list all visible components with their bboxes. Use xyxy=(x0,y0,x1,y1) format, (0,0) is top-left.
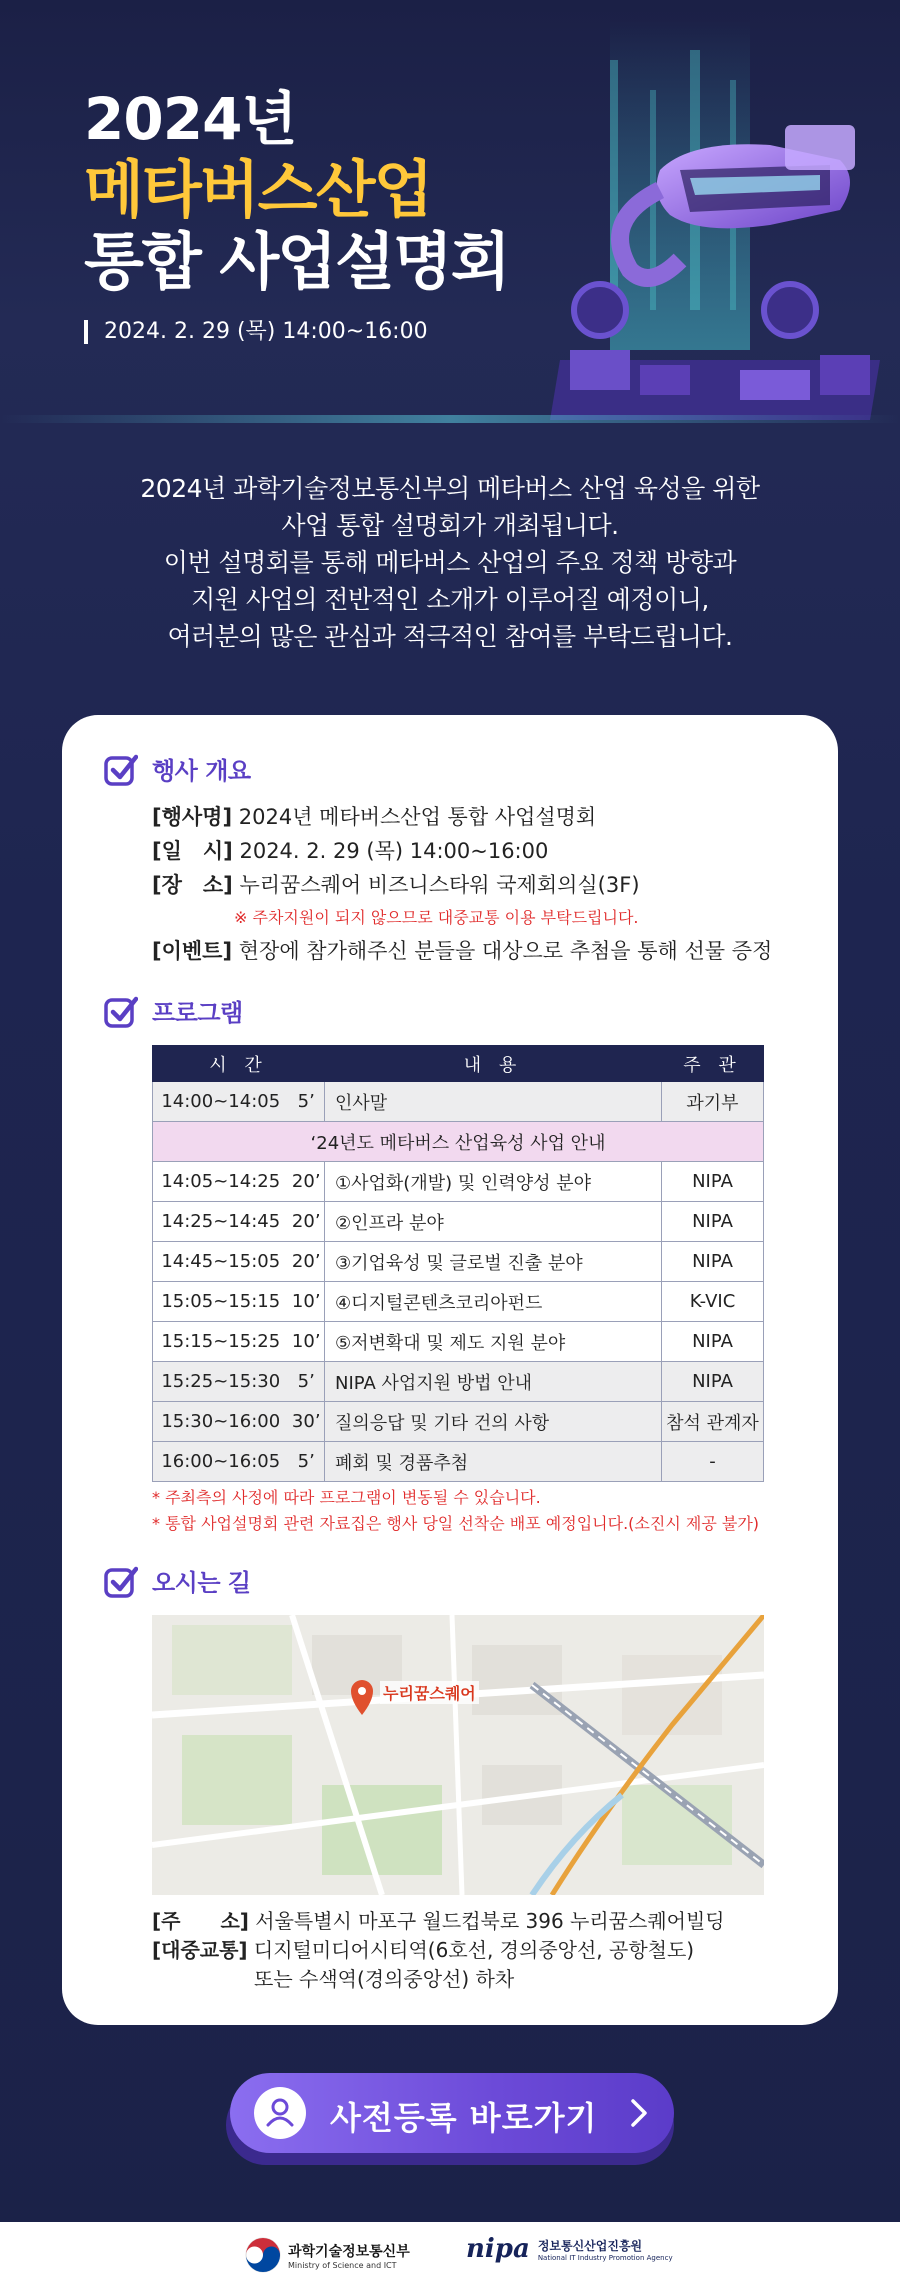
info-card xyxy=(62,715,838,2025)
table-section-row xyxy=(153,1122,764,1162)
cell-minutes: 10’ xyxy=(289,1282,325,1322)
program-heading xyxy=(104,993,243,1028)
event-place-label: [장 소] xyxy=(152,873,233,897)
cell-time: 15:30~16:00 xyxy=(153,1402,289,1442)
cell-host: NIPA xyxy=(662,1202,764,1242)
cell-time: 14:00~14:05 xyxy=(153,1082,289,1122)
cell-minutes: 10’ xyxy=(289,1322,325,1362)
event-place-row xyxy=(152,868,772,902)
table-row xyxy=(153,1242,764,1282)
hero-date: 2024. 2. 29 (목) 14:00~16:00 xyxy=(84,320,428,344)
program-table xyxy=(152,1045,764,1482)
cell-time: 15:15~15:25 xyxy=(153,1322,289,1362)
button-body[interactable] xyxy=(230,2073,674,2153)
msit-english: Ministry of Science and ICT xyxy=(288,2260,397,2270)
cell-host: NIPA xyxy=(662,1362,764,1402)
msit-logo xyxy=(244,2236,410,2274)
table-row xyxy=(153,1322,764,1362)
hero-title-line1: 메타버스산업 xyxy=(84,153,432,226)
overview-heading xyxy=(104,751,251,786)
hero-year: 2024년 xyxy=(84,85,297,153)
table-row xyxy=(153,1082,764,1122)
intro-line: 2024년 과학기술정보통신부의 메타버스 산업 육성을 위한 xyxy=(140,474,760,503)
user-icon xyxy=(254,2087,306,2139)
cell-host: 참석 관계자 xyxy=(662,1402,764,1442)
nipa-name: 정보통신산업진흥원 xyxy=(537,2238,643,2253)
hero-banner xyxy=(0,0,900,440)
map-location-label: 누리꿈스퀘어 xyxy=(380,1681,479,1704)
cell-minutes: 20’ xyxy=(289,1242,325,1282)
cell-host: NIPA xyxy=(662,1322,764,1362)
event-gift-value: 현장에 참가해주신 분들을 대상으로 추첨을 통해 선물 증정 xyxy=(238,939,773,963)
cell-content: ⑤저변확대 및 제도 지원 분야 xyxy=(325,1322,662,1362)
pre-register-button[interactable] xyxy=(226,2073,674,2163)
intro-line: 사업 통합 설명회가 개최됩니다. xyxy=(281,511,619,540)
program-note: * 통합 사업설명회 관련 자료집은 행사 당일 선착순 배포 예정입니다.(소진시 제공 불가) xyxy=(152,1514,760,1533)
overview-details xyxy=(152,800,772,968)
col-header-time: 시 간 xyxy=(153,1046,325,1082)
nipa-english: National IT Industry Promotion Agency xyxy=(537,2253,673,2262)
cell-time: 14:05~14:25 xyxy=(153,1162,289,1202)
location-map[interactable] xyxy=(152,1615,764,1895)
intro-line: 여러분의 많은 관심과 적극적인 참여를 부탁드립니다. xyxy=(167,622,733,651)
program-notes xyxy=(152,1485,759,1537)
pre-register-label: 사전등록 바로가기 xyxy=(330,2099,598,2137)
col-header-host: 주 관 xyxy=(662,1046,764,1082)
cell-host: 과기부 xyxy=(662,1082,764,1122)
transit-row xyxy=(152,1936,725,1965)
footer xyxy=(0,2222,900,2287)
cell-host: NIPA xyxy=(662,1242,764,1282)
msit-name: 과학기술정보통신부 xyxy=(288,2243,410,2260)
event-date-label: [일 시] xyxy=(152,839,233,863)
directions-heading-text: 오시는 길 xyxy=(152,1569,251,1597)
cell-content: ④디지털콘텐츠코리아펀드 xyxy=(325,1282,662,1322)
cell-content: 폐회 및 경품추첨 xyxy=(325,1442,662,1482)
cell-host: NIPA xyxy=(662,1162,764,1202)
event-date-value: 2024. 2. 29 (목) 14:00~16:00 xyxy=(239,839,549,863)
cell-content: ①사업화(개발) 및 인력양성 분야 xyxy=(325,1162,662,1202)
address-block xyxy=(152,1907,725,1994)
cell-content: 인사말 xyxy=(325,1082,662,1122)
table-row xyxy=(153,1202,764,1242)
table-row xyxy=(153,1442,764,1482)
cell-host: K-VIC xyxy=(662,1282,764,1322)
intro-text xyxy=(0,470,900,655)
program-heading-text: 프로그램 xyxy=(152,999,243,1027)
chevron-right-icon xyxy=(624,2095,654,2131)
event-gift-row xyxy=(152,934,772,968)
transit-row-2 xyxy=(152,1965,725,1994)
program-note: * 주최측의 사정에 따라 프로그램이 변동될 수 있습니다. xyxy=(152,1488,541,1507)
col-header-content: 내 용 xyxy=(325,1046,662,1082)
nipa-wordmark: nipa xyxy=(466,2234,530,2264)
intro-line: 지원 사업의 전반적인 소개가 이루어질 예정이니, xyxy=(191,585,709,614)
cell-minutes: 5’ xyxy=(289,1442,325,1482)
cell-content: NIPA 사업지원 방법 안내 xyxy=(325,1362,662,1402)
transit-value: 디지털미디어시티역(6호선, 경의중앙선, 공항철도) xyxy=(253,1938,695,1962)
event-name-row xyxy=(152,800,772,834)
directions-heading xyxy=(104,1563,251,1598)
parking-note: ※ 주차지원이 되지 않으므로 대중교통 이용 부탁드립니다. xyxy=(234,908,639,927)
checkbox-icon xyxy=(104,752,138,786)
map-graphic xyxy=(152,1615,764,1895)
transit-label: [대중교통] xyxy=(152,1938,248,1962)
cell-minutes: 20’ xyxy=(289,1162,325,1202)
cell-minutes: 5’ xyxy=(289,1362,325,1402)
vr-headset-illustration xyxy=(540,20,900,420)
address-value: 서울특별시 마포구 월드컵북로 396 누리꿈스퀘어빌딩 xyxy=(255,1909,725,1933)
table-row xyxy=(153,1362,764,1402)
cell-time: 15:25~15:30 xyxy=(153,1362,289,1402)
table-row xyxy=(153,1282,764,1322)
hero-divider-glow xyxy=(0,415,900,423)
event-name-label: [행사명] xyxy=(152,805,233,829)
cell-minutes: 20’ xyxy=(289,1202,325,1242)
cell-time: 14:25~14:45 xyxy=(153,1202,289,1242)
event-date-row xyxy=(152,834,772,868)
address-label: [주 소] xyxy=(152,1909,249,1933)
cell-time: 16:00~16:05 xyxy=(153,1442,289,1482)
nipa-logo xyxy=(466,2234,673,2264)
event-name-value: 2024년 메타버스산업 통합 사업설명회 xyxy=(238,805,597,829)
cell-content: ③기업육성 및 글로벌 진출 분야 xyxy=(325,1242,662,1282)
cell-content: ②인프라 분야 xyxy=(325,1202,662,1242)
cell-time: 15:05~15:15 xyxy=(153,1282,289,1322)
cell-minutes: 5’ xyxy=(289,1082,325,1122)
cell-minutes: 30’ xyxy=(289,1402,325,1442)
taegeuk-icon xyxy=(244,2236,282,2274)
cell-content: 질의응답 및 기타 건의 사항 xyxy=(325,1402,662,1442)
table-row xyxy=(153,1402,764,1442)
table-row xyxy=(153,1162,764,1202)
hero-title-line2: 통합 사업설명회 xyxy=(84,225,509,298)
checkbox-icon xyxy=(104,994,138,1028)
address-row xyxy=(152,1907,725,1936)
cell-section-title: ‘24년도 메타버스 산업육성 사업 안내 xyxy=(153,1122,764,1162)
event-place-value: 누리꿈스퀘어 비즈니스타워 국제회의실(3F) xyxy=(239,873,640,897)
checkbox-icon xyxy=(104,1564,138,1598)
event-gift-label: [이벤트] xyxy=(152,939,233,963)
transit-value-2: 또는 수색역(경의중앙선) 하차 xyxy=(254,1967,515,1991)
intro-line: 이번 설명회를 통해 메타버스 산업의 주요 정책 방향과 xyxy=(163,548,737,577)
cell-time: 14:45~15:05 xyxy=(153,1242,289,1282)
overview-heading-text: 행사 개요 xyxy=(152,757,251,785)
table-header-row xyxy=(153,1046,764,1082)
cell-host: - xyxy=(662,1442,764,1482)
